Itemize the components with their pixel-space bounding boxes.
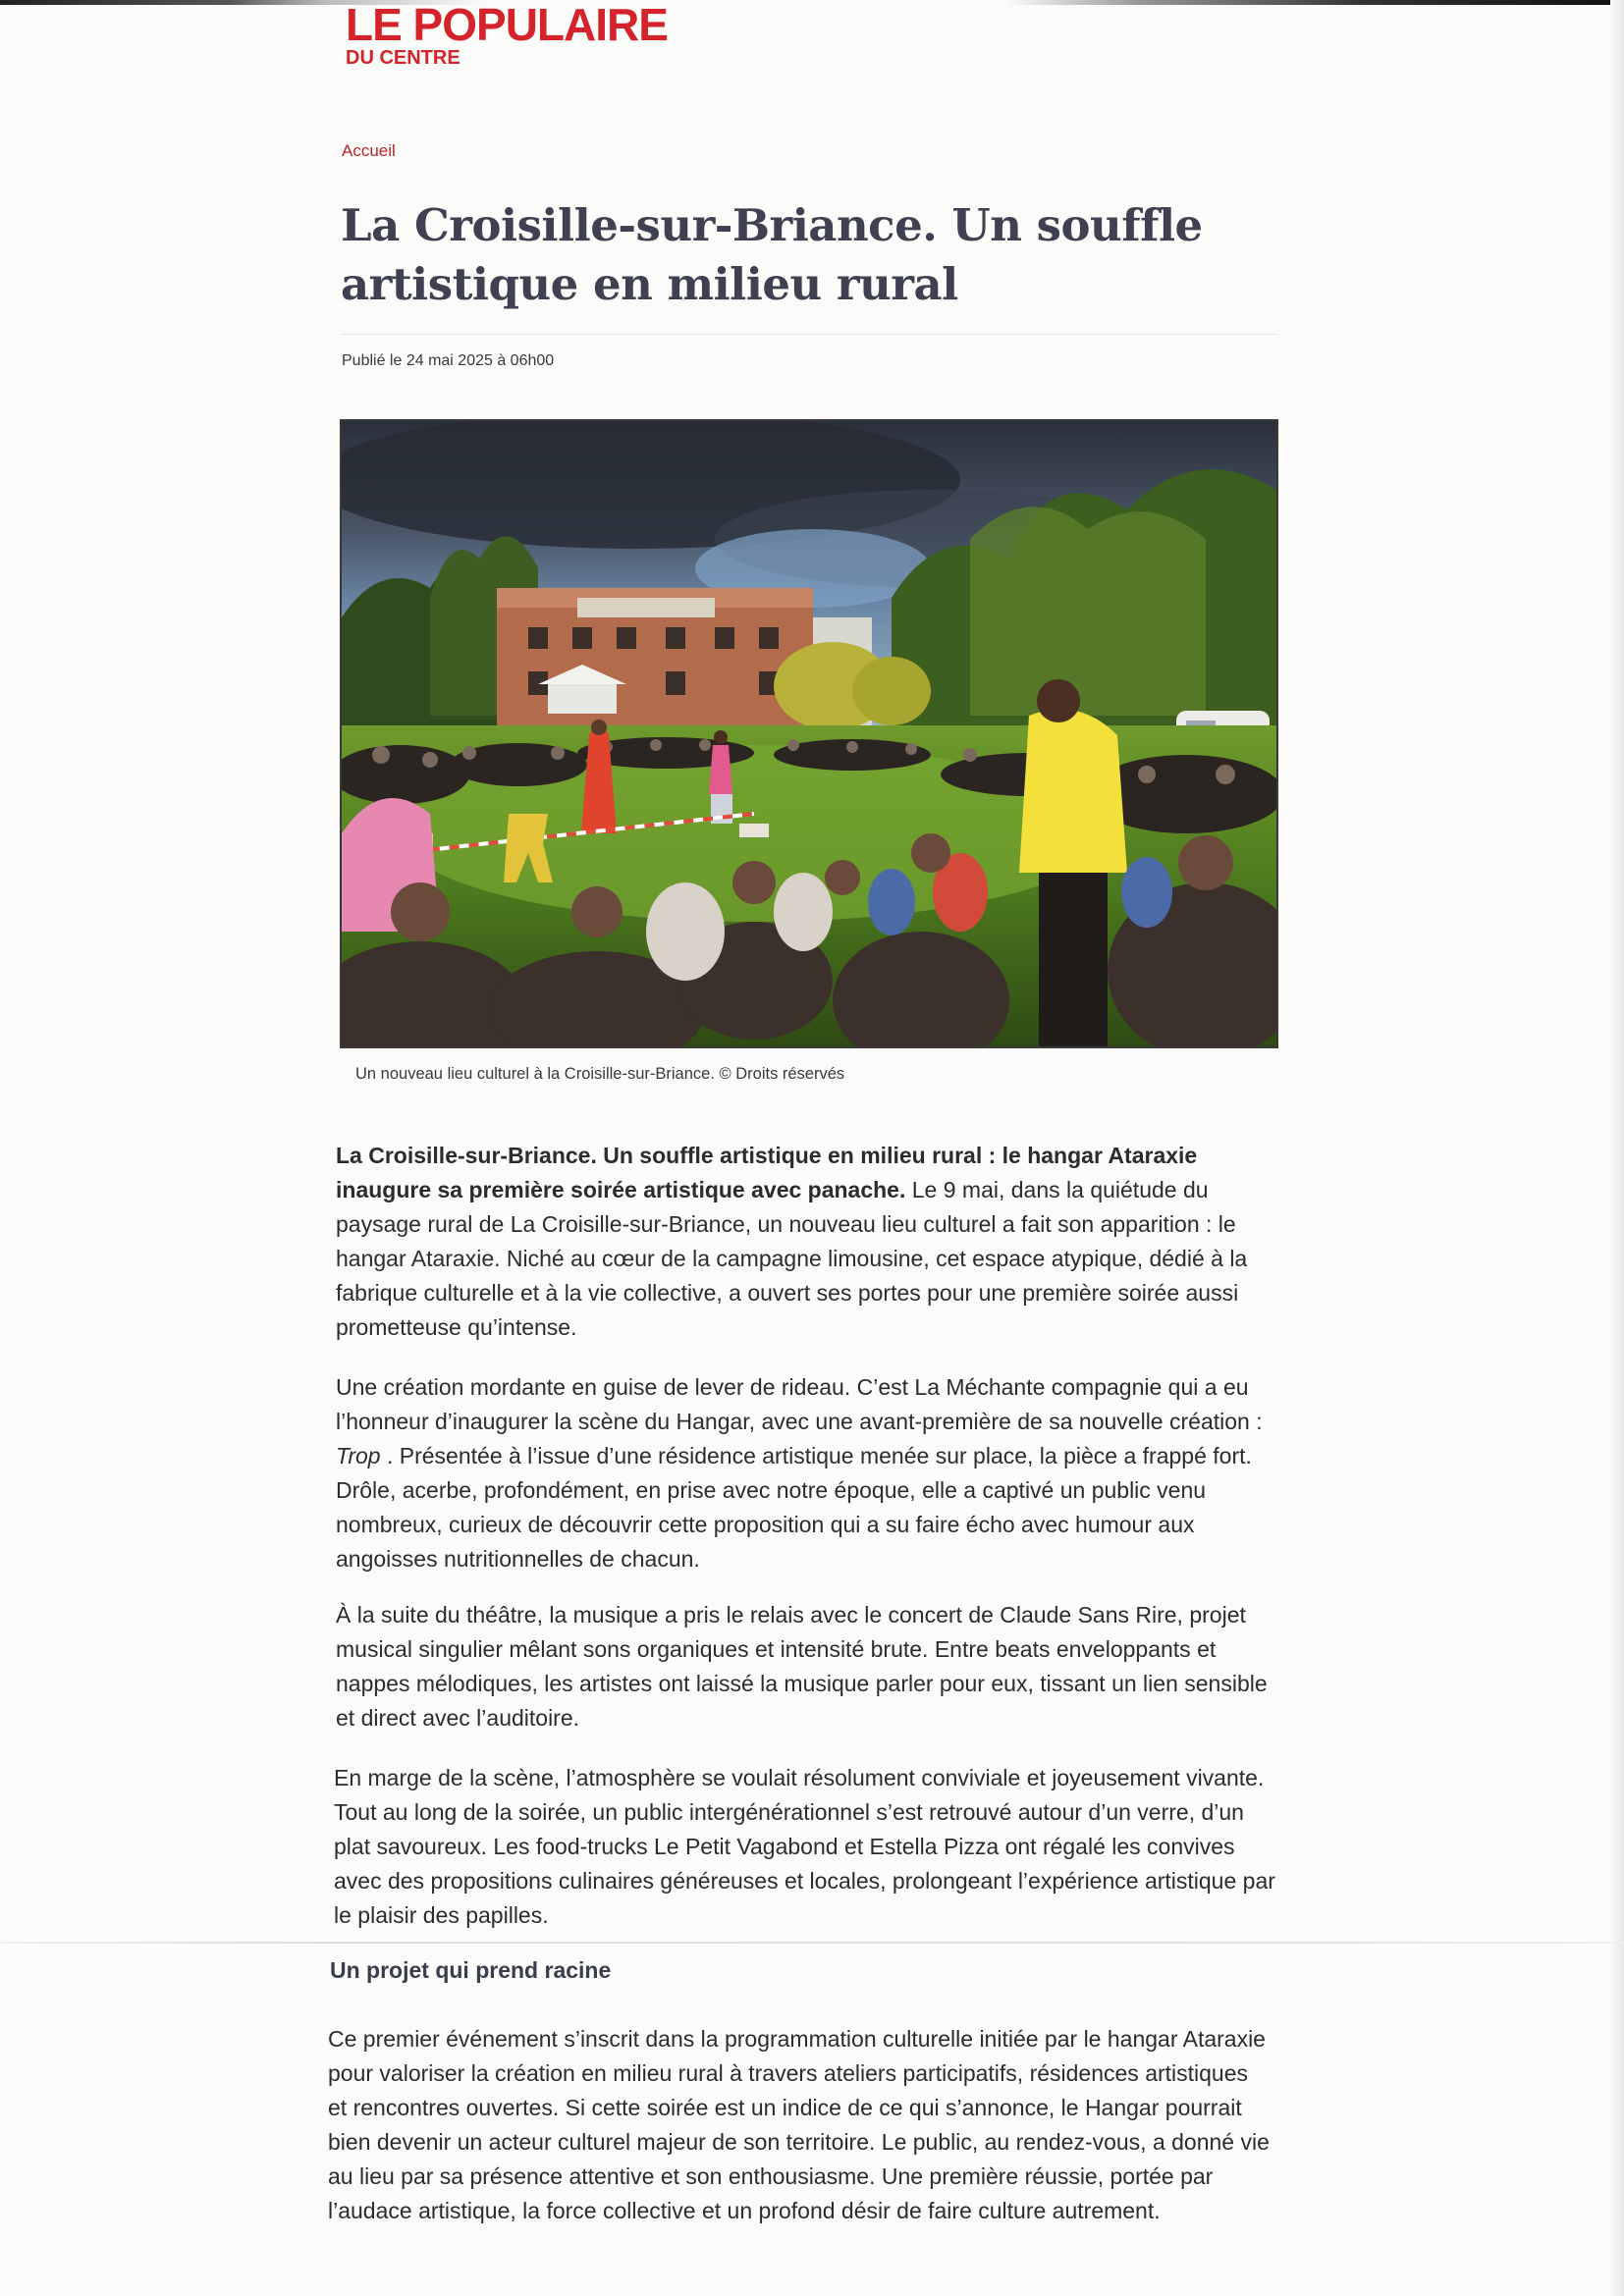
article-headline: La Croisille-sur-Briance. Un souffle artistique en milieu rural [341, 199, 1203, 310]
paragraph-project: Ce premier événement s’inscrit dans la programmation culturelle initiée par le hangar Ataraxie pour valoriser la création en milieu rural à travers ateliers participatifs, résidences artistiques et rencontres ouvertes. Si cette soirée est un indice de ce qui s’annonce, le Hangar pourrait bien devenir un acteur culturel majeur de son territoire. Le public, au rendez-vous, a donné vie au lieu par sa présence attentive et son enthousiasme. Une première réussie, portée par l’audace artistique, la force collective et un profond désir de faire culture autrement. [328, 2026, 1270, 2223]
site-logo[interactable] [346, 2, 668, 68]
breadcrumb-home-link[interactable]: Accueil [342, 141, 396, 160]
paragraph-intro [336, 1139, 1278, 1345]
logo-line-1: LE POPULAIRE [346, 0, 668, 50]
intro-lead: La Croisille-sur-Briance. Un souffle artistique en milieu rural : le hangar Ataraxie inaugure sa première soirée artistique avec panache. [336, 1143, 1198, 1202]
play-title: Trop [336, 1443, 381, 1468]
article-photo [340, 419, 1278, 1048]
scan-fold-line [0, 1942, 1624, 1944]
creation-text-b: . Présentée à l’issue d’une résidence artistique menée sur place, la pièce a frappé fort. Drôle, acerbe, profondément, en prise avec notre époque, elle a captivé un public venu nombreux, curieux de découvrir cette proposition qui a su faire écho avec humour aux angoisses nutritionnelles de chacun. [336, 1443, 1252, 1572]
paragraph-music: À la suite du théâtre, la musique a pris le relais avec le concert de Claude Sans Rire, projet musical singulier mêlant sons organiques et intensité brute. Entre beats enveloppants et nappes mélodiques, les artistes ont laissé la musique parler pour eux, tissant un lien sensible et direct avec l’auditoire. [336, 1602, 1268, 1731]
intro-body: Le 9 mai, dans la quiétude du paysage rural de La Croisille-sur-Briance, un nouveau lieu culturel a fait son apparition : le hangar Ataraxie. Niché au cœur de la campagne limousine, cet espace atypique, dédié à la fabrique culturelle et à la vie collective, a ouvert ses portes pour une première soirée aussi prometteuse qu’intense. [336, 1177, 1248, 1340]
paragraph-atmosphere: En marge de la scène, l’atmosphère se voulait résolument conviviale et joyeusement vivante. Tout au long de la soirée, un public intergénérationnel s’est retrouvé autour d’un verre, d’un plat savoureux. Les food-trucks Le Petit Vagabond et Estella Pizza ont régalé les convives avec des propositions culinaires généreuses et locales, prolongeant l’expérience artistique par le plaisir des papilles. [334, 1765, 1275, 1928]
scan-edge-right [1610, 0, 1624, 2296]
scan-edge-top [0, 0, 1624, 5]
creation-text-a: Une création mordante en guise de lever de rideau. C’est La Méchante compagnie qui a eu l’honneur d’inaugurer la scène du Hangar, avec une avant-première de sa nouvelle création : [336, 1374, 1263, 1434]
section-subheading: Un projet qui prend racine [330, 1957, 612, 1983]
logo-line-2: DU CENTRE [346, 47, 460, 69]
paragraph-creation [336, 1370, 1278, 1576]
headline-divider [341, 334, 1278, 335]
photo-caption: Un nouveau lieu culturel à la Croisille-sur-Briance. © Droits réservés [355, 1065, 845, 1083]
publish-date: Publié le 24 mai 2025 à 06h00 [342, 352, 555, 369]
